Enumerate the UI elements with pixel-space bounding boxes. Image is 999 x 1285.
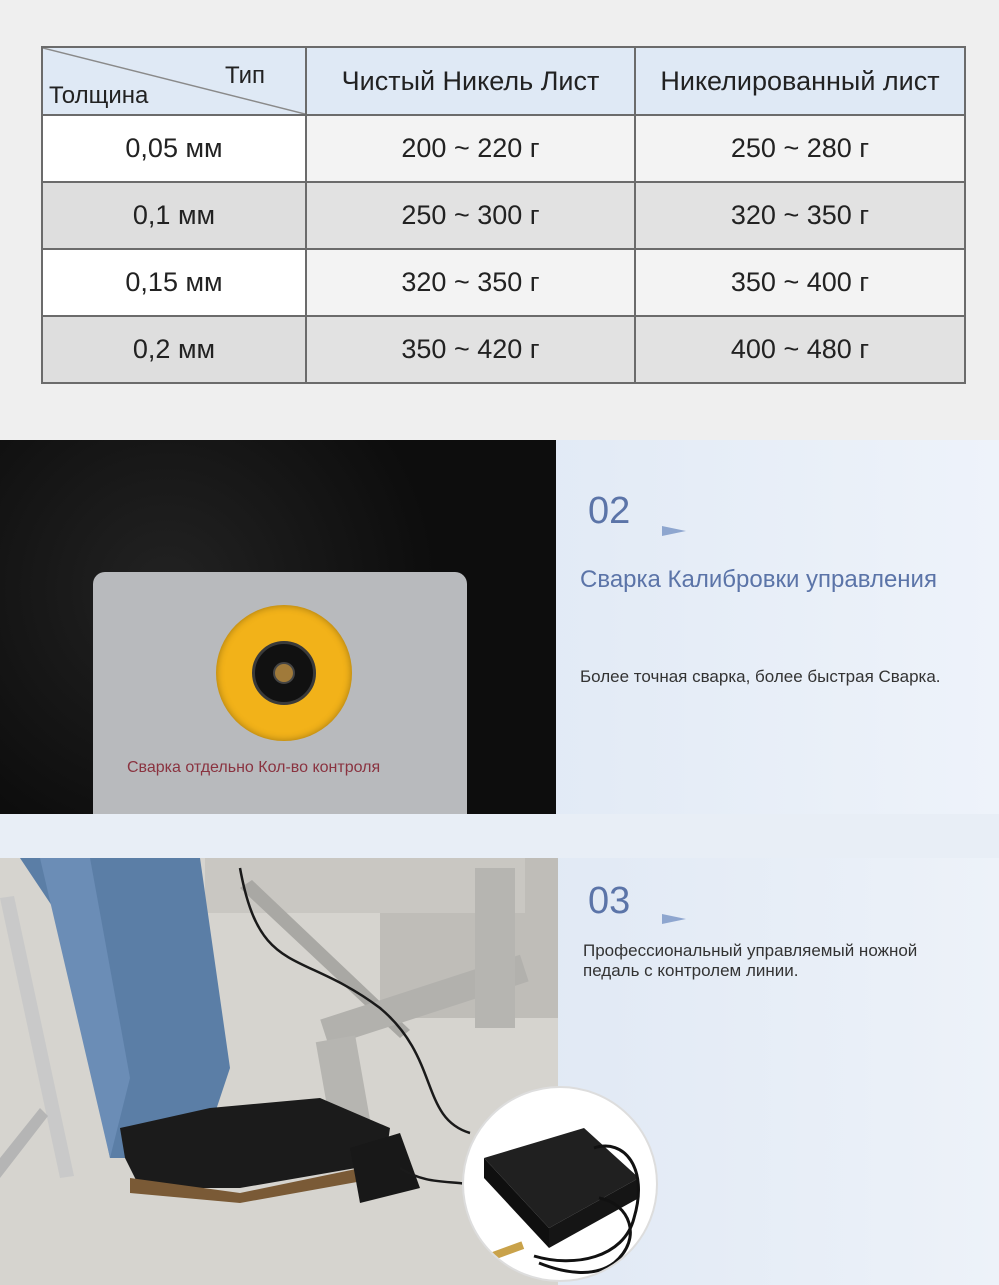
- feature-number: 02: [588, 490, 631, 532]
- table-row: [42, 249, 965, 316]
- pure-value-cell: 200 ~ 220 г: [306, 115, 635, 182]
- corner-thickness-label: Толщина: [49, 82, 149, 109]
- feature-03-section: [0, 858, 999, 1285]
- column-header-pure-nickel: Чистый Никель Лист: [306, 47, 635, 115]
- plate-caption: Сварка отдельно Кол-во контроля: [127, 759, 381, 776]
- table-header-row: [42, 47, 965, 115]
- section-divider: [0, 814, 999, 858]
- table-row: [42, 182, 965, 249]
- pure-value-cell: 320 ~ 350 г: [306, 249, 635, 316]
- plated-value-cell: 250 ~ 280 г: [635, 115, 965, 182]
- pure-value-cell: 350 ~ 420 г: [306, 316, 635, 383]
- corner-type-label: Тип: [224, 62, 265, 89]
- column-header-plated: Никелированный лист: [635, 47, 965, 115]
- thickness-cell: 0,05 мм: [42, 115, 306, 182]
- control-knob-icon: [216, 605, 352, 741]
- table-row: [42, 316, 965, 383]
- thickness-cell: 0,2 мм: [42, 316, 306, 383]
- pure-value-cell: 250 ~ 300 г: [306, 182, 635, 249]
- foot-pedal-product-icon: [462, 1086, 658, 1282]
- feature-description: Профессиональный управляемый ножной педаль с контролем линии.: [583, 941, 918, 980]
- spec-table-section: [0, 0, 999, 440]
- control-panel-photo: [0, 440, 556, 814]
- feature-description: Более точная сварка, более быстрая Сварка.: [580, 667, 941, 686]
- plated-value-cell: 400 ~ 480 г: [635, 316, 965, 383]
- feature-02-section: [0, 440, 999, 814]
- plated-value-cell: 320 ~ 350 г: [635, 182, 965, 249]
- feature-number: 03: [588, 880, 631, 922]
- table-corner-cell: [42, 47, 306, 115]
- number-tail-icon: [662, 526, 686, 536]
- thickness-cell: 0,1 мм: [42, 182, 306, 249]
- plated-value-cell: 350 ~ 400 г: [635, 249, 965, 316]
- spec-table: [41, 46, 966, 384]
- table-row: [42, 115, 965, 182]
- thickness-cell: 0,15 мм: [42, 249, 306, 316]
- number-tail-icon: [662, 914, 686, 924]
- feature-title: Сварка Калибровки управления: [580, 566, 937, 593]
